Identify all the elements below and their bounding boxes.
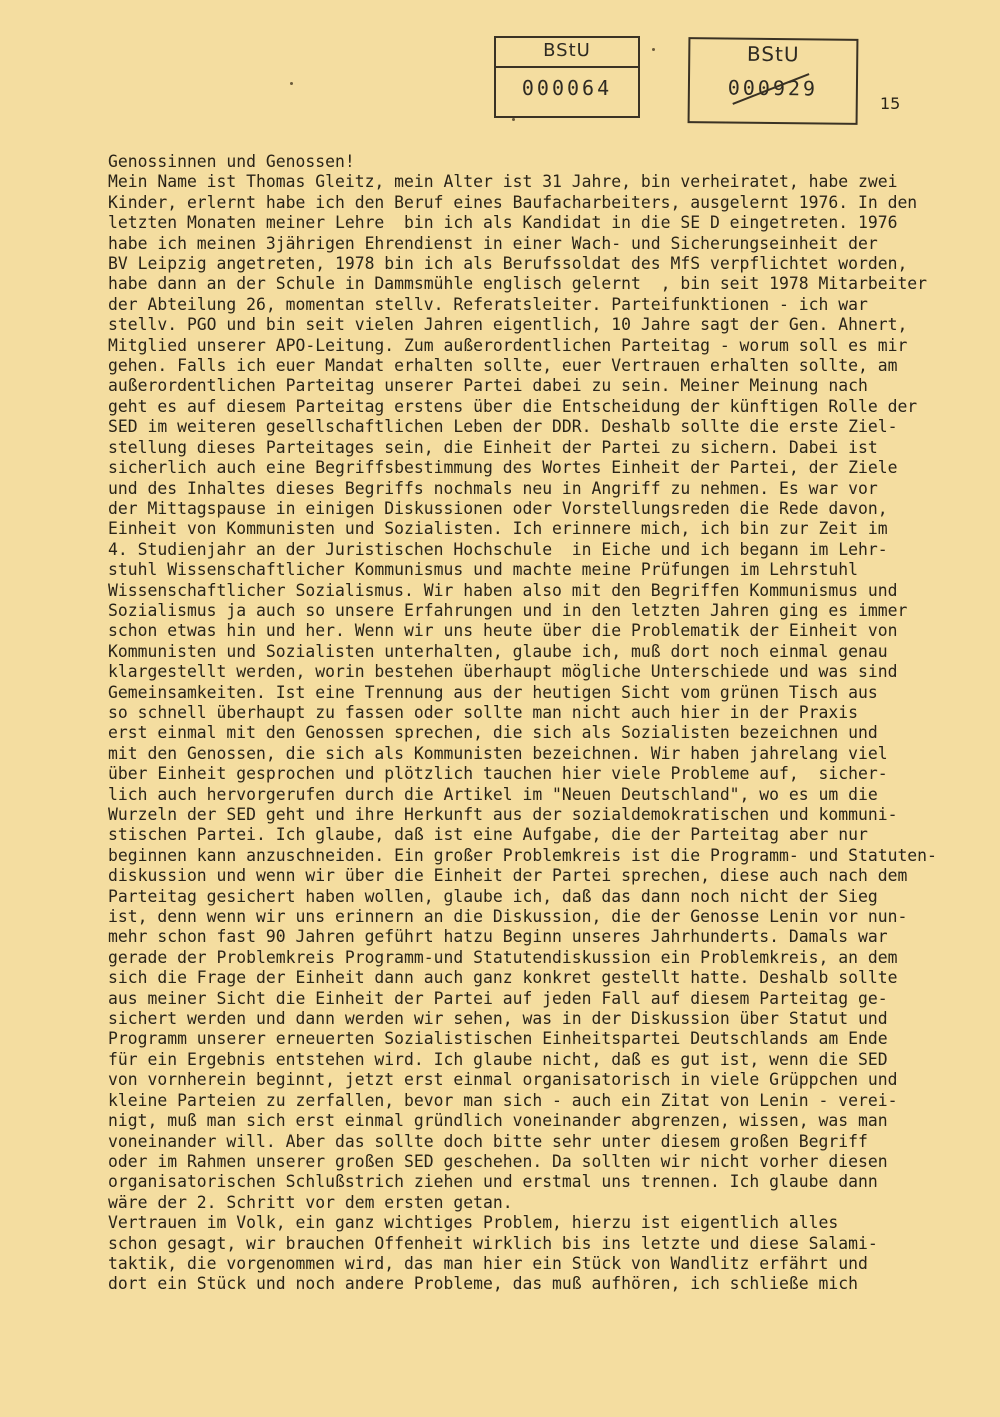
text-line: Kinder, erlernt habe ich den Beruf eines Baufacharbeiters, ausgelernt 1976. In den	[108, 192, 918, 212]
archive-stamp-1	[494, 36, 640, 118]
text-line: stellv. PGO und bin seit vielen Jahren eigentlich, 10 Jahre sagt der Gen. Ahnert,	[108, 315, 908, 335]
stamp-divider	[496, 66, 638, 68]
text-line: nigt, muß man sich erst einmal gründlich voneinander abgrenzen, wissen, was man	[108, 1111, 888, 1131]
text-line: letzten Monaten meiner Lehre bin ich als Kandidat in die SE D eingetreten. 1976	[108, 213, 898, 233]
text-line: Programm unserer erneuerten Sozialistischen Einheitspartei Deutschlands am Ende	[108, 1029, 888, 1049]
text-line: Parteitag gesichert haben wollen, glaube ich, daß das dann noch nicht der Sieg	[108, 886, 878, 906]
text-line: Mein Name ist Thomas Gleitz, mein Alter ist 31 Jahre, bin verheiratet, habe zwei	[108, 172, 898, 192]
text-line: organisatorischen Schlußstrich ziehen und erstmal uns trennen. Ich glaube dann	[108, 1172, 878, 1192]
text-line: stellung dieses Parteitages sein, die Einheit der Partei zu sichern. Dabei ist	[108, 437, 878, 457]
text-line: 4. Studienjahr an der Juristischen Hochschule in Eiche und ich begann im Lehr-	[108, 539, 888, 559]
text-line: Gemeinsamkeiten. Ist eine Trennung aus der heutigen Sicht vom grünen Tisch aus	[108, 682, 878, 702]
text-line: der Abteilung 26, momentan stellv. Referatsleiter. Parteifunktionen - ich war	[108, 294, 868, 314]
text-line: für ein Ergebnis entstehen wird. Ich glaube nicht, daß es gut ist, wenn die SED	[108, 1049, 888, 1069]
text-line: stischen Partei. Ich glaube, daß ist eine Aufgabe, die der Parteitag aber nur	[108, 825, 868, 845]
text-line: erst einmal mit den Genossen sprechen, die sich als Sozialisten bezeichnen und	[108, 723, 878, 743]
text-line: oder im Rahmen unserer großen SED geschehen. Da sollten wir nicht vorher diesen	[108, 1151, 888, 1171]
text-line: gehen. Falls ich euer Mandat erhalten sollte, euer Vertrauen erhalten sollte, am	[108, 356, 898, 376]
text-line: von vornherein beginnt, jetzt erst einmal organisatorisch in viele Grüppchen und	[108, 1070, 898, 1090]
text-line: mit den Genossen, die sich als Kommunisten bezeichnen. Wir haben jahrelang viel	[108, 743, 888, 763]
text-line: wäre der 2. Schritt vor dem ersten getan.	[108, 1192, 513, 1212]
text-line: kleine Parteien zu zerfallen, bevor man sich - auch ein Zitat von Lenin - verei-	[108, 1090, 898, 1110]
text-line: SED im weiteren gesellschaftlichen Leben der DDR. Deshalb sollte die erste Ziel-	[108, 417, 898, 437]
text-line: so schnell überhaupt zu fassen oder sollte man nicht auch hier in der Praxis	[108, 702, 858, 722]
paper-speck	[290, 82, 293, 85]
text-line: ist, denn wenn wir uns erinnern an die Diskussion, die der Genosse Lenin vor nun-	[108, 907, 908, 927]
paper-speck	[652, 48, 655, 51]
text-line: dort ein Stück und noch andere Probleme, das muß aufhören, ich schließe mich	[108, 1274, 858, 1294]
text-line: beginnen kann anzuschneiden. Ein großer Problemkreis ist die Programm- und Statuten-	[108, 845, 937, 865]
text-line: sichert werden und dann werden wir sehen, was in der Diskussion über Statut und	[108, 1009, 888, 1029]
text-line: mehr schon fast 90 Jahren geführt hatzu Beginn unseres Jahrhunderts. Damals war	[108, 927, 888, 947]
text-line: voneinander will. Aber das sollte doch bitte sehr unter diesem großen Begriff	[108, 1131, 868, 1151]
text-line: der Mittagspause in einigen Diskussionen oder Vorstellungsreden die Rede davon,	[108, 498, 888, 518]
text-line: habe ich meinen 3jährigen Ehrendienst in einer Wach- und Sicherungseinheit der	[108, 233, 878, 253]
paper-speck	[512, 118, 515, 121]
text-line: stuhl Wissenschaftlicher Kommunismus und machte meine Prüfungen im Lehrstuhl	[108, 560, 858, 580]
page-number: 15	[880, 94, 901, 113]
text-line: schon gesagt, wir brauchen Offenheit wirklich bis ins letzte und diese Salami-	[108, 1233, 878, 1253]
text-line: Vertrauen im Volk, ein ganz wichtiges Problem, hierzu ist eigentlich alles	[108, 1213, 839, 1233]
text-line: lich auch hervorgerufen durch die Artikel im "Neuen Deutschland", wo es um die	[108, 784, 878, 804]
text-line: schon etwas hin und her. Wenn wir uns heute über die Problematik der Einheit von	[108, 621, 898, 641]
text-line: aus meiner Sicht die Einheit der Partei auf jeden Fall auf diesem Parteitag ge-	[108, 988, 888, 1008]
text-line: über Einheit gesprochen und plötzlich tauchen hier viele Probleme auf, sicher-	[108, 764, 888, 784]
stamp-number: 000064	[521, 76, 613, 100]
stamp-number: 000929	[727, 75, 819, 101]
stamp-label: BStU	[746, 41, 800, 67]
text-line: Kommunisten und Sozialisten unterhalten, glaube ich, muß dort noch einmal genau	[108, 641, 888, 661]
document-body	[108, 152, 968, 1295]
text-line: sich die Frage der Einheit dann auch ganz konkret gestellt hatte. Deshalb sollte	[108, 968, 898, 988]
text-line: BV Leipzig angetreten, 1978 bin ich als Berufssoldat des MfS verpflichtet worden,	[108, 254, 908, 274]
text-line: sicherlich auch eine Begriffsbestimmung des Wortes Einheit der Partei, der Ziele	[108, 458, 898, 478]
archive-stamp-2	[688, 37, 859, 125]
text-line: Einheit von Kommunisten und Sozialisten. Ich erinnere mich, ich bin zur Zeit im	[108, 519, 888, 539]
text-line: Sozialismus ja auch so unsere Erfahrungen und in den letzten Jahren ging es immer	[108, 600, 908, 620]
text-line: Wissenschaftlicher Sozialismus. Wir haben also mit den Begriffen Kommunismus und	[108, 580, 898, 600]
text-line: habe dann an der Schule in Dammsmühle englisch gelernt , bin seit 1978 Mitarbeiter	[108, 274, 928, 294]
text-line: Mitglied unserer APO-Leitung. Zum außerordentlichen Parteitag - worum soll es mir	[108, 335, 908, 355]
text-line: Wurzeln der SED geht und ihre Herkunft aus der sozialdemokratischen und kommuni-	[108, 805, 898, 824]
text-line: außerordentlichen Parteitag unserer Partei dabei zu sein. Meiner Meinung nach	[108, 376, 868, 396]
text-line: klargestellt werden, worin bestehen überhaupt mögliche Unterschiede und was sind	[108, 662, 898, 682]
text-line: und des Inhaltes dieses Begriffs nochmals neu in Angriff zu nehmen. Es war vor	[108, 478, 878, 498]
text-line: geht es auf diesem Parteitag erstens über die Entscheidung der künftigen Rolle der	[108, 396, 918, 416]
stamp-label: BStU	[543, 40, 591, 61]
text-line: Genossinnen und Genossen!	[108, 152, 355, 171]
text-line: gerade der Problemkreis Programm-und Statutendiskussion ein Problemkreis, an dem	[108, 947, 898, 967]
text-line: diskussion und wenn wir über die Einheit der Partei sprechen, diese auch nach dem	[108, 866, 908, 886]
text-line: taktik, die vorgenommen wird, das man hier ein Stück von Wandlitz erfährt und	[108, 1253, 868, 1273]
